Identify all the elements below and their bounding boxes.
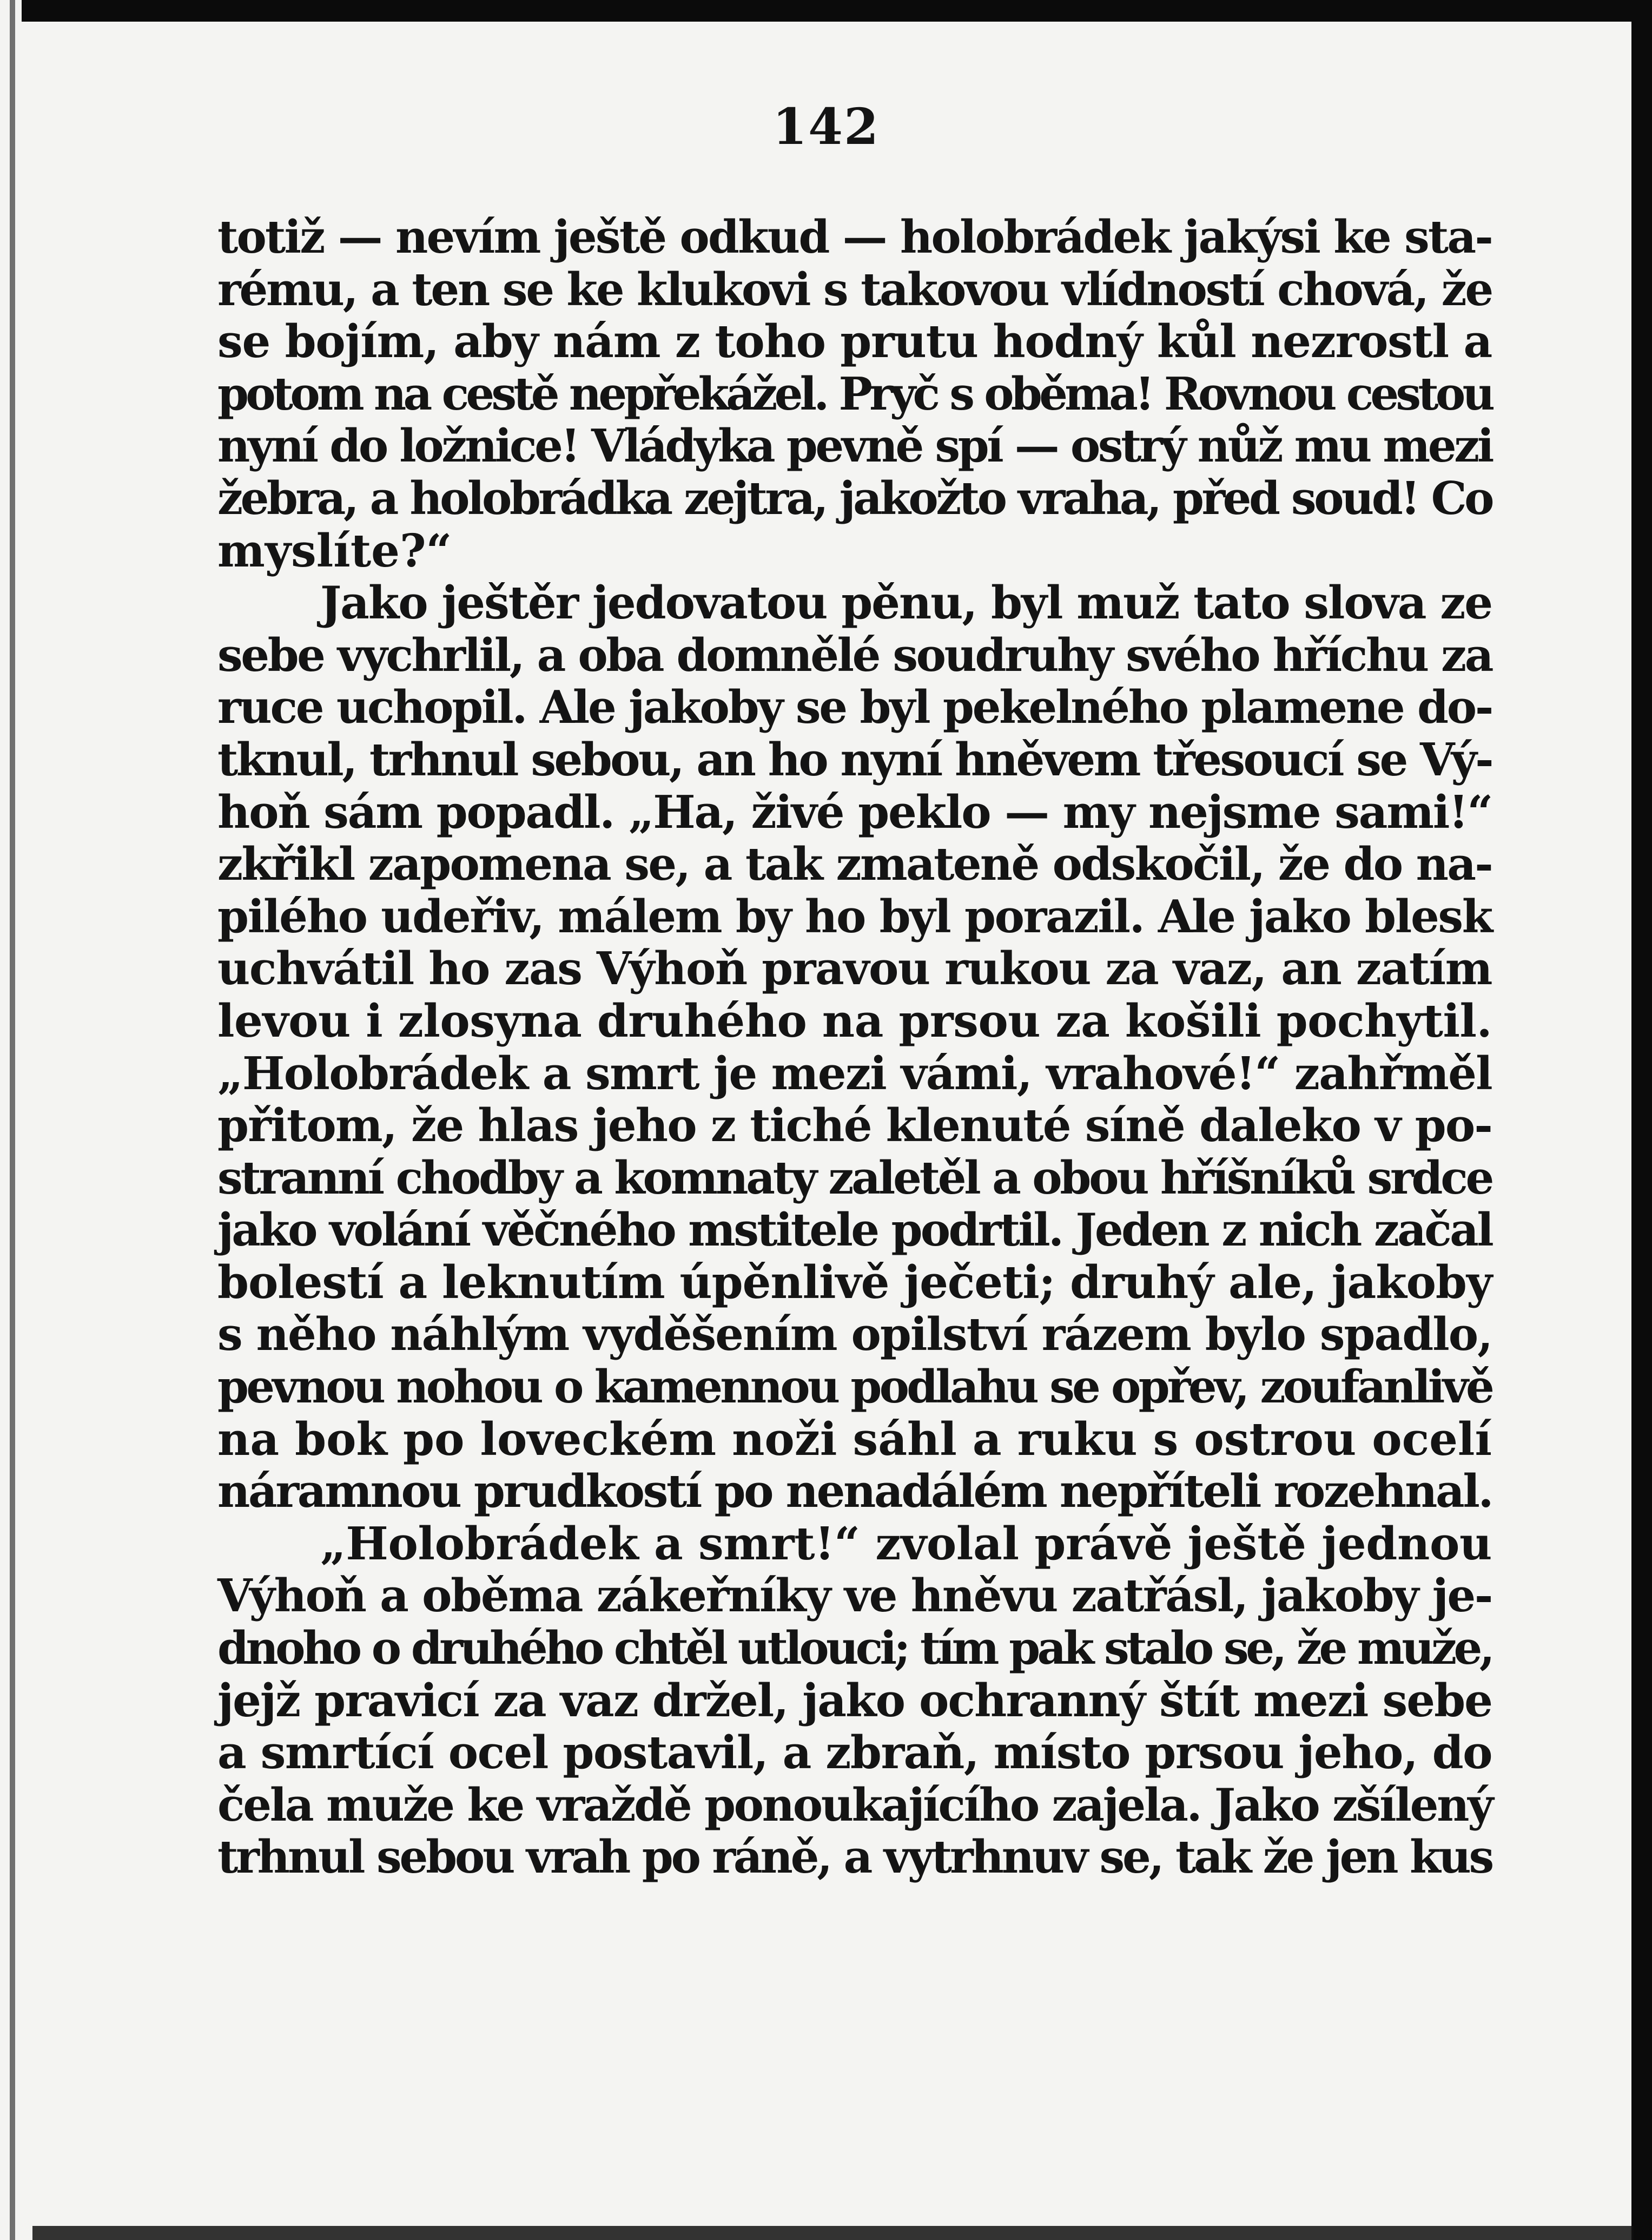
text-line: přitom, že hlas jeho z tiché klenuté síně daleko v po- [217,1099,1492,1152]
text-line: ruce uchopil. Ale jakoby se byl pekelného plamene do- [217,681,1492,734]
text-line: nyní do ložnice! Vládyka pevně spí — ostrý nůž mu mezi [217,419,1492,473]
text-line: totiž — nevím ještě odkud — holobrádek jakýsi ke sta- [217,210,1492,263]
text-line: rému, a ten se ke klukovi s takovou vlídností chová, že [217,262,1492,316]
text-line: uchvátil ho zas Výhoň pravou rukou za vaz, an zatím [217,942,1492,996]
text-line: zkřikl zapomena se, a tak zmateně odskočil, že do na- [217,838,1492,891]
text-line: se bojím, aby nám z toho prutu hodný kůl nezrostl a [217,315,1492,368]
scan-border-top [22,0,1639,22]
text-line: jejž pravicí za vaz držel, jako ochranný štít mezi sebe [217,1674,1492,1727]
text-line: pilého udeřiv, málem by ho byl porazil. Ale jako blesk [217,890,1492,943]
text-line: Výhoň a oběma zákeřníky ve hněvu zatřásl, jakoby je- [217,1569,1492,1623]
text-line: „Holobrádek a smrt je mezi vámi, vrahové!“ zahřměl [217,1046,1492,1100]
text-line: čela muže ke vraždě ponoukajícího zajela. Jako zšílený [217,1778,1492,1831]
text-line: levou i zlosyna druhého na prsou za košili pochytil. [217,994,1492,1047]
text-line: myslíte?“ [217,524,452,577]
text-line: trhnul sebou vrah po ráně, a vytrhnuv se, tak že jen kus [217,1830,1492,1884]
text-line: a smrtící ocel postavil, a zbraň, místo prsou jeho, do [217,1726,1492,1780]
text-line: jako volání věčného mstitele podrtil. Jeden z nich začal [217,1203,1492,1257]
text-line: stranní chodby a komnaty zaletěl a obou hříšníků srdce [217,1151,1492,1204]
text-line: bolestí a leknutím úpěnlivě ječeti; druhý ale, jakoby [217,1255,1492,1309]
text-line: sebe vychrlil, a oba domnělé soudruhy svého hříchu za [217,628,1492,682]
text-line: „Holobrádek a smrt!“ zvolal právě ještě jednou [320,1517,1492,1570]
text-line: dnoho o druhého chtěl utlouci; tím pak stalo se, že muže, [217,1622,1492,1675]
text-line: pevnou nohou o kamennou podlahu se opřev, zoufanlivě [217,1360,1492,1414]
scan-border-left [10,0,15,2240]
text-line: hoň sám popadl. „Ha, živé peklo — my nejsme sami!“ [217,785,1492,839]
body-text [217,211,1492,1883]
text-line: tknul, trhnul sebou, an ho nyní hněvem třesoucí se Vý- [217,733,1492,786]
scan-border-right [1631,0,1652,2240]
text-line: Jako ještěr jedovatou pěnu, byl muž tato slova ze [320,576,1492,630]
page-number: 142 [772,97,880,156]
text-line: náramnou prudkostí po nenadálém nepříteli rozehnal. [217,1465,1492,1518]
text-line: potom na cestě nepřekážel. Pryč s oběma! Rovnou cestou [217,367,1492,420]
text-line: žebra, a holobrádka zejtra, jakožto vraha, před soud! Co [217,471,1492,525]
scan-border-bottom [32,2226,1634,2240]
text-line: na bok po loveckém noži sáhl a ruku s ostrou ocelí [217,1412,1492,1466]
text-line: s něho náhlým vyděšením opilství rázem bylo spadlo, [217,1308,1492,1361]
